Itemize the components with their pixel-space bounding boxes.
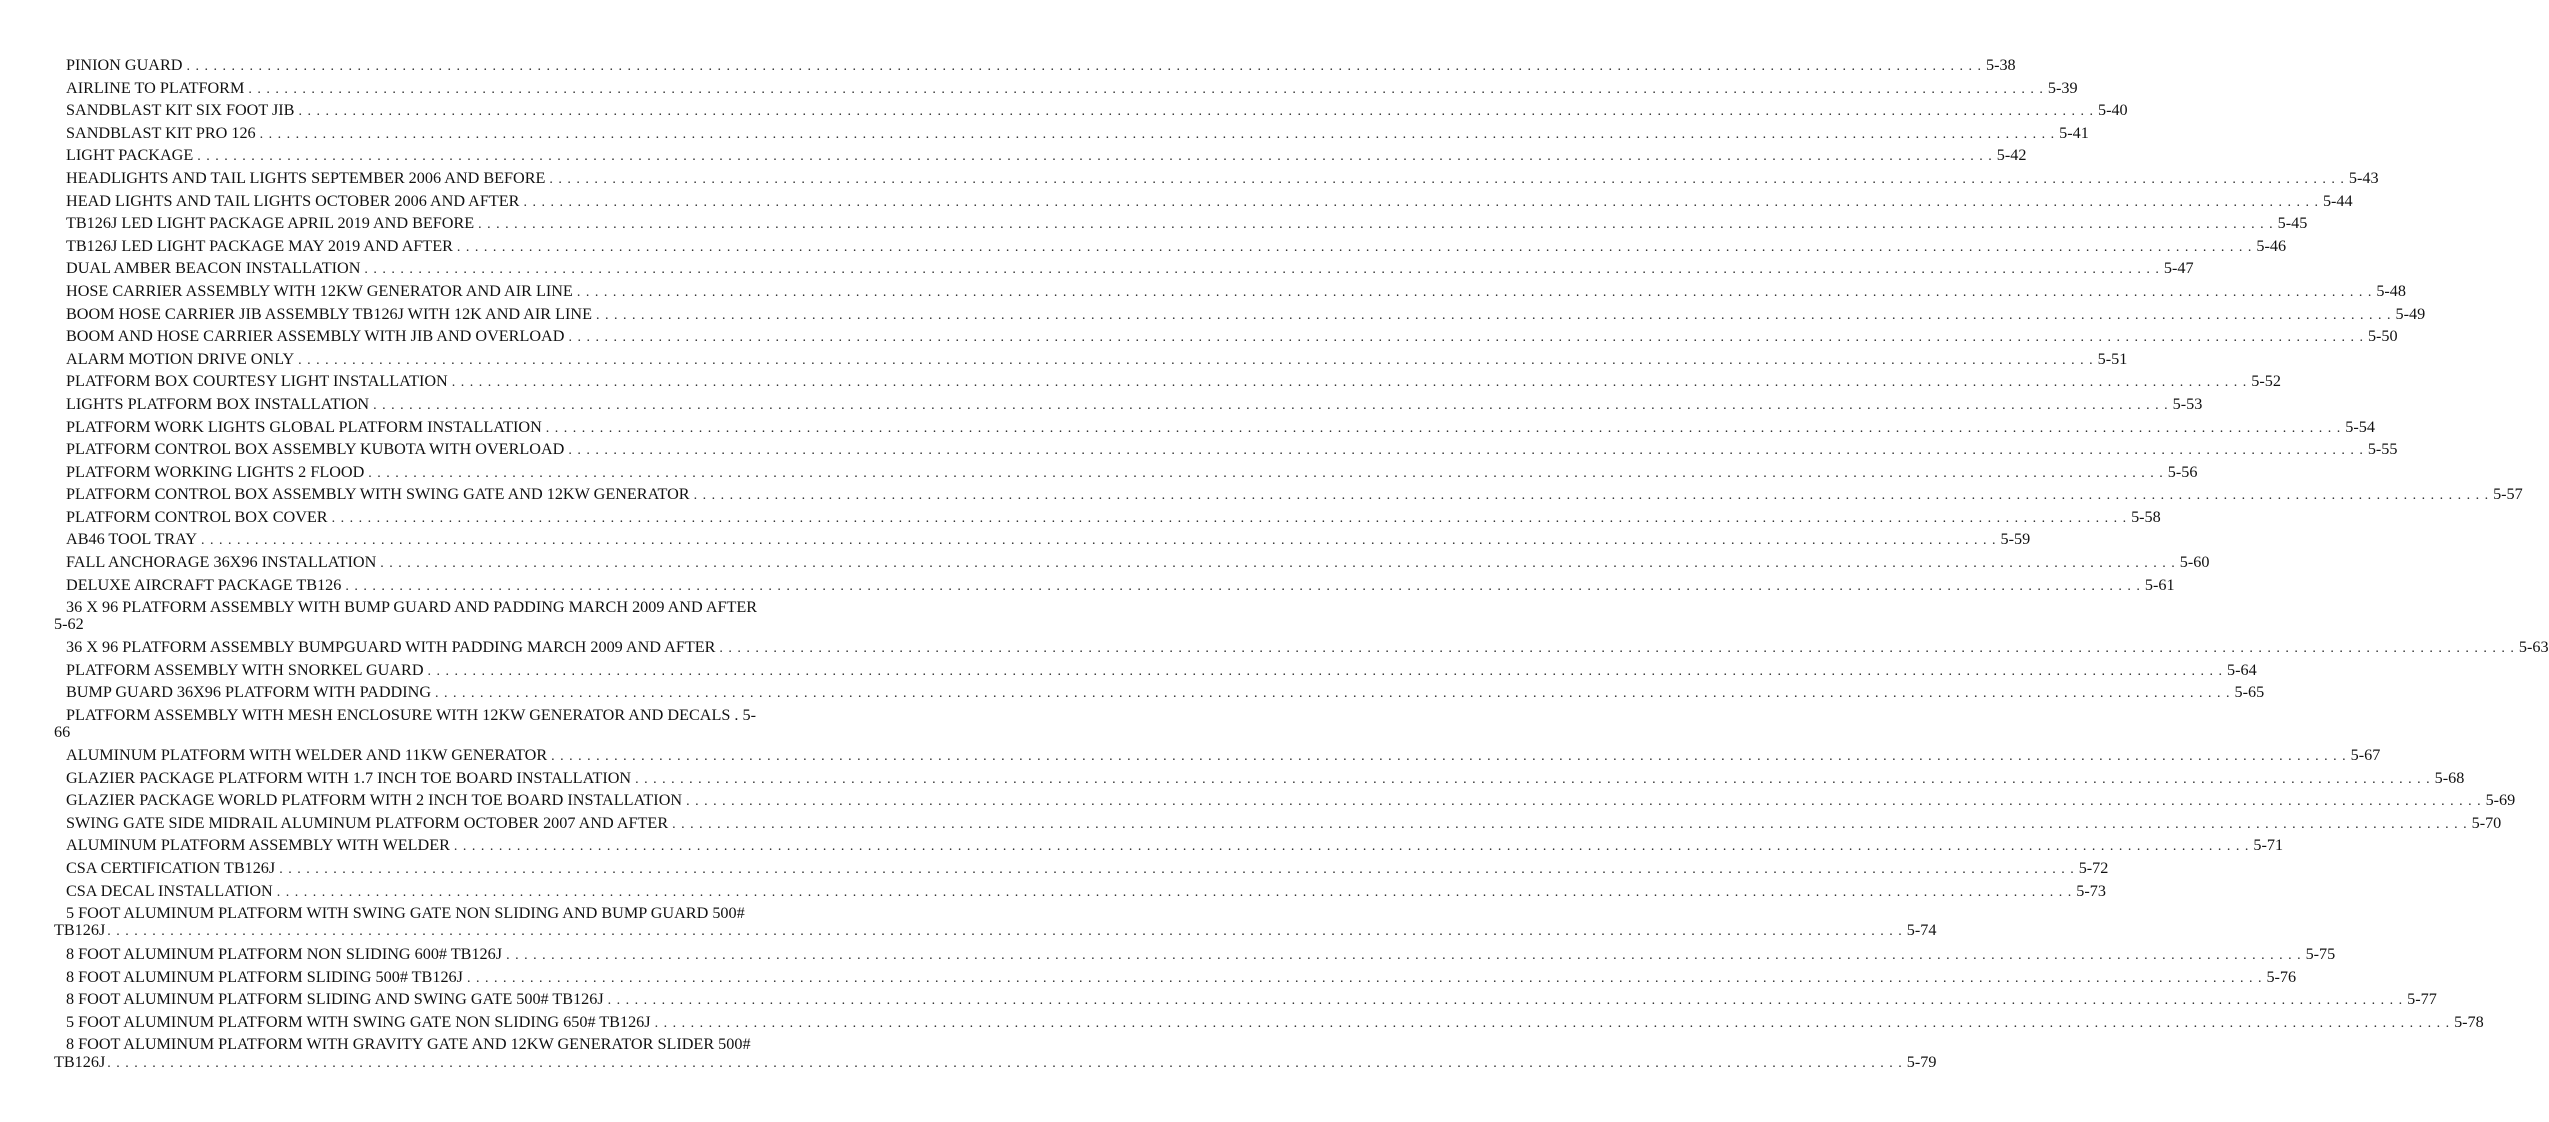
toc-entry-title: BOOM AND HOSE CARRIER ASSEMBLY WITH JIB AND OVERLOAD xyxy=(66,327,565,346)
toc-entry-title: CSA DECAL INSTALLATION xyxy=(66,881,273,900)
dot-leader: . . . . . . . . . . . . . . . . . . . . . . . . . . . . . . . . . . . . . . . . . . . . . . . . . . . . . . . . . . . . . . . . . . . . . . . . . . . . . . . . . . . . . . . . . . . . . . . . . . . . . . . . . . . . . . . . . . . . . . . . . . . . . . . . . . . . . . . . . . . . . . . . . . . . . . . . . . . . . . . . . . . . . . . . . . . . . . . . . . . . . . . . . . . . . . . . . . . . . . . . xyxy=(248,81,2044,97)
dot-leader: . . . . . . . . . . . . . . . . . . . . . . . . . . . . . . . . . . . . . . . . . . . . . . . . . . . . . . . . . . . . . . . . . . . . . . . . . . . . . . . . . . . . . . . . . . . . . . . . . . . . . . . . . . . . . . . . . . . . . . . . . . . . . . . . . . . . . . . . . . . . . . . . . . . . . . . . . . . . . . . . . . . . . . . . . . . . . . . . . . . . . . . . . . . . . . . . . . . . . . . . xyxy=(451,375,2248,391)
toc-entry[interactable] xyxy=(54,528,2031,551)
toc-page-number: 5-46 xyxy=(2256,236,2287,255)
dot-leader: . . . . . . . . . . . . . . . . . . . . . . . . . . . . . . . . . . . . . . . . . . . . . . . . . . . . . . . . . . . . . . . . . . . . . . . . . . . . . . . . . . . . . . . . . . . . . . . . . . . . . . . . . . . . . . . . . . . . . . . . . . . . . . . . . . . . . . . . . . . . . . . . . . . . . . . . . . . . . . . . . . . . . . . . . . . . . . . . . . . . . . . . . . . . . . . . . . . . . . . . xyxy=(435,686,2231,702)
toc-page-number-part: . 5- xyxy=(734,705,756,724)
toc-page-number: 5-55 xyxy=(2367,440,2398,459)
toc-page-number: 5-40 xyxy=(2097,101,2128,120)
toc-entry[interactable] xyxy=(54,190,2353,213)
toc-entry[interactable] xyxy=(54,325,2398,348)
toc-page-number: 5-72 xyxy=(2078,859,2109,877)
dot-leader: . . . . . . . . . . . . . . . . . . . . . . . . . . . . . . . . . . . . . . . . . . . . . . . . . . . . . . . . . . . . . . . . . . . . . . . . . . . . . . . . . . . . . . . . . . . . . . . . . . . . . . . . . . . . . . . . . . . . . . . . . . . . . . . . . . . . . . . . . . . . . . . . . . . . . . . . . . . . . . . . . . . . . . . . . . . . . . . . . . . . . . . . . . . . . . . . . . . . . . . . xyxy=(686,794,2482,810)
toc-entry-title: LIGHTS PLATFORM BOX INSTALLATION xyxy=(66,394,370,413)
dot-leader: . . . . . . . . . . . . . . . . . . . . . . . . . . . . . . . . . . . . . . . . . . . . . . . . . . . . . . . . . . . . . . . . . . . . . . . . . . . . . . . . . . . . . . . . . . . . . . . . . . . . . . . . . . . . . . . . . . . . . . . . . . . . . . . . . . . . . . . . . . . . . . . . . . . . . . . . . . . . . . . . . . . . . . . . . . . . . . . . . . . . . . . . . . . . . . . . . . . . . . . . xyxy=(654,1015,2451,1031)
toc-entry[interactable] xyxy=(54,280,2406,303)
toc-page-number: 5-74 xyxy=(1906,921,1937,940)
toc-entry[interactable] xyxy=(54,393,2203,416)
toc-page-number: 5-79 xyxy=(1906,1052,1937,1071)
toc-entry[interactable] xyxy=(54,966,2297,989)
dot-leader: . . . . . . . . . . . . . . . . . . . . . . . . . . . . . . . . . . . . . . . . . . . . . . . . . . . . . . . . . . . . . . . . . . . . . . . . . . . . . . . . . . . . . . . . . . . . . . . . . . . . . . . . . . . . . . . . . . . . . . . . . . . . . . . . . . . . . . . . . . . . . . . . . . . . . . . . . . . . . . . . . . . . . . . . . . . . . . . . . . . . . . . . . . . . . . . . . . . . . . . . xyxy=(345,578,2141,594)
toc-entry[interactable] xyxy=(54,574,2175,597)
toc-page-number: 5-38 xyxy=(1985,56,2016,74)
dot-leader: . . . . . . . . . . . . . . . . . . . . . . . . . . . . . . . . . . . . . . . . . . . . . . . . . . . . . . . . . . . . . . . . . . . . . . . . . . . . . . . . . . . . . . . . . . . . . . . . . . . . . . . . . . . . . . . . . . . . . . . . . . . . . . . . . . . . . . . . . . . . . . . . . . . . . . . . . . . . . . . . . . . . . . . . . . . . . . . . . . . . . . . . . . . . . . . . . . . . . . . . xyxy=(107,924,1903,940)
toc-page-number: 5-52 xyxy=(2251,372,2281,391)
dot-leader: . . . . . . . . . . . . . . . . . . . . . . . . . . . . . . . . . . . . . . . . . . . . . . . . . . . . . . . . . . . . . . . . . . . . . . . . . . . . . . . . . . . . . . . . . . . . . . . . . . . . . . . . . . . . . . . . . . . . . . . . . . . . . . . . . . . . . . . . . . . . . . . . . . . . . . . . . . . . . . . . . . . . . . . . . . . . . . . . . . . . . . . . . . . . . . . . . . . . . . . . xyxy=(551,749,2347,765)
toc-page-number: 5-45 xyxy=(2277,214,2308,233)
toc-entry-title: HOSE CARRIER ASSEMBLY WITH 12KW GENERATOR AND AIR LINE xyxy=(66,281,573,300)
toc-entry[interactable] xyxy=(54,943,2336,966)
toc-entry[interactable] xyxy=(54,704,812,744)
toc-entry-line xyxy=(54,921,1937,941)
toc-entry[interactable] xyxy=(54,744,2381,767)
toc-entry-title: TB126J LED LIGHT PACKAGE MAY 2019 AND AFTER xyxy=(66,236,453,255)
toc-entry-title: LIGHT PACKAGE xyxy=(66,146,194,165)
toc-page-number: 5-56 xyxy=(2167,462,2198,481)
toc-entry[interactable] xyxy=(54,77,2078,100)
toc-entry-title: 8 FOOT ALUMINUM PLATFORM SLIDING 500# TB126J xyxy=(66,967,463,986)
toc-entry-title: PLATFORM CONTROL BOX ASSEMBLY WITH SWING GATE AND 12KW GENERATOR xyxy=(66,485,690,504)
toc-entry-title: SWING GATE SIDE MIDRAIL ALUMINUM PLATFORM OCTOBER 2007 AND AFTER xyxy=(66,813,669,832)
toc-entry[interactable] xyxy=(54,1034,1937,1075)
toc-page-number: 5-47 xyxy=(2163,259,2194,278)
toc-entry-title: DELUXE AIRCRAFT PACKAGE TB126 xyxy=(66,575,342,594)
toc-page-number: 5-43 xyxy=(2348,168,2379,187)
toc-entry[interactable] xyxy=(54,789,2516,812)
toc-page-number: 5-76 xyxy=(2266,967,2297,986)
toc-entry[interactable] xyxy=(54,636,2549,659)
toc-entry-title: CSA CERTIFICATION TB126J xyxy=(66,859,276,877)
toc-entry-title: HEAD LIGHTS AND TAIL LIGHTS OCTOBER 2006 AND AFTER xyxy=(66,191,520,210)
toc-entry[interactable] xyxy=(54,483,2523,506)
toc-entry[interactable] xyxy=(54,99,2128,122)
toc-page-number: 5-41 xyxy=(2059,123,2089,142)
toc-entry-line xyxy=(54,1052,1937,1073)
toc-page-number: 5-44 xyxy=(2322,191,2353,210)
toc-page-number: 5-78 xyxy=(2454,1012,2484,1031)
toc-page-number: 5-67 xyxy=(2350,746,2381,765)
toc-page-number: 5-42 xyxy=(1996,146,2027,165)
toc-entry-title-cont: TB126J xyxy=(54,921,106,940)
toc-entry[interactable] xyxy=(54,902,1937,943)
toc-entry-title: BOOM HOSE CARRIER JIB ASSEMBLY TB126J WITH 12K AND AIR LINE xyxy=(66,304,593,323)
toc-page-number: 5-65 xyxy=(2234,683,2265,702)
dot-leader: . . . . . . . . . . . . . . . . . . . . . . . . . . . . . . . . . . . . . . . . . . . . . . . . . . . . . . . . . . . . . . . . . . . . . . . . . . . . . . . . . . . . . . . . . . . . . . . . . . . . . . . . . . . . . . . . . . . . . . . . . . . . . . . . . . . . . . . . . . . . . . . . . . . . . . . . . . . . . . . . . . . . . . . . . . . . . . . . . . . . . . . . . . . . . . . . . . . . . . . . xyxy=(373,397,2169,413)
dot-leader: . . . . . . . . . . . . . . . . . . . . . . . . . . . . . . . . . . . . . . . . . . . . . . . . . . . . . . . . . . . . . . . . . . . . . . . . . . . . . . . . . . . . . . . . . . . . . . . . . . . . . . . . . . . . . . . . . . . . . . . . . . . . . . . . . . . . . . . . . . . . . . . . . . . . . . . . . . . . . . . . . . . . . . . . . . . . . . . . . . . . . . . . . . . . . . . . . . . . . . . . xyxy=(107,1055,1903,1071)
toc-entry-title: ALUMINUM PLATFORM ASSEMBLY WITH WELDER xyxy=(66,836,450,855)
toc-entry-title: ALARM MOTION DRIVE ONLY xyxy=(66,349,295,368)
toc-entry[interactable] xyxy=(54,54,2016,77)
toc-page-number: 5-58 xyxy=(2131,507,2161,526)
dot-leader: . . . . . . . . . . . . . . . . . . . . . . . . . . . . . . . . . . . . . . . . . . . . . . . . . . . . . . . . . . . . . . . . . . . . . . . . . . . . . . . . . . . . . . . . . . . . . . . . . . . . . . . . . . . . . . . . . . . . . . . . . . . . . . . . . . . . . . . . . . . . . . . . . . . . . . . . . . . . . . . . . . . . . . . . . . . . . . . . . . . . . . . . . . . . . . . . . . . . . . . . xyxy=(568,443,2364,459)
toc-entry-title: 8 FOOT ALUMINUM PLATFORM SLIDING AND SWING GATE 500# TB126J xyxy=(66,990,604,1009)
toc-entry[interactable] xyxy=(54,681,2265,704)
toc-entry[interactable] xyxy=(54,1011,2484,1034)
toc-entry[interactable] xyxy=(54,659,2257,682)
toc-entry[interactable] xyxy=(54,596,812,636)
dot-leader: . . . . . . . . . . . . . . . . . . . . . . . . . . . . . . . . . . . . . . . . . . . . . . . . . . . . . . . . . . . . . . . . . . . . . . . . . . . . . . . . . . . . . . . . . . . . . . . . . . . . . . . . . . . . . . . . . . . . . . . . . . . . . . . . . . . . . . . . . . . . . . . . . . . . . . . . . . . . . . . . . . . . . . . . . . . . . . . . . . . . . . . . . . . . . . . . . . . . . . . . xyxy=(201,533,1997,549)
toc-entry[interactable] xyxy=(54,348,2128,371)
toc-page-number: 5-63 xyxy=(2518,638,2549,657)
toc-entry-title: FALL ANCHORAGE 36X96 INSTALLATION xyxy=(66,553,377,572)
toc-entry[interactable] xyxy=(54,370,2281,393)
dot-leader: . . . . . . . . . . . . . . . . . . . . . . . . . . . . . . . . . . . . . . . . . . . . . . . . . . . . . . . . . . . . . . . . . . . . . . . . . . . . . . . . . . . . . . . . . . . . . . . . . . . . . . . . . . . . . . . . . . . . . . . . . . . . . . . . . . . . . . . . . . . . . . . . . . . . . . . . . . . . . . . . . . . . . . . . . . . . . . . . . . . . . . . . . . . . . . . . . . . . . . . . xyxy=(427,663,2224,679)
dot-leader: . . . . . . . . . . . . . . . . . . . . . . . . . . . . . . . . . . . . . . . . . . . . . . . . . . . . . . . . . . . . . . . . . . . . . . . . . . . . . . . . . . . . . . . . . . . . . . . . . . . . . . . . . . . . . . . . . . . . . . . . . . . . . . . . . . . . . . . . . . . . . . . . . . . . . . . . . . . . . . . . . . . . . . . . . . . . . . . . . . . . . . . . . . . . . . . . . . . . . . . . xyxy=(549,171,2345,187)
toc-page-number: 5-57 xyxy=(2493,485,2523,504)
dot-leader: . . . . . . . . . . . . . . . . . . . . . . . . . . . . . . . . . . . . . . . . . . . . . . . . . . . . . . . . . . . . . . . . . . . . . . . . . . . . . . . . . . . . . . . . . . . . . . . . . . . . . . . . . . . . . . . . . . . . . . . . . . . . . . . . . . . . . . . . . . . . . . . . . . . . . . . . . . . . . . . . . . . . . . . . . . . . . . . . . . . . . . . . . . . . . . . . . . . . . . . . xyxy=(331,510,2128,526)
toc-page-number: 5-71 xyxy=(2253,836,2284,855)
dot-leader: . . . . . . . . . . . . . . . . . . . . . . . . . . . . . . . . . . . . . . . . . . . . . . . . . . . . . . . . . . . . . . . . . . . . . . . . . . . . . . . . . . . . . . . . . . . . . . . . . . . . . . . . . . . . . . . . . . . . . . . . . . . . . . . . . . . . . . . . . . . . . . . . . . . . . . . . . . . . . . . . . . . . . . . . . . . . . . . . . . . . . . . . . . . . . . . . . . . . . . . . xyxy=(478,217,2274,233)
dot-leader: . . . . . . . . . . . . . . . . . . . . . . . . . . . . . . . . . . . . . . . . . . . . . . . . . . . . . . . . . . . . . . . . . . . . . . . . . . . . . . . . . . . . . . . . . . . . . . . . . . . . . . . . . . . . . . . . . . . . . . . . . . . . . . . . . . . . . . . . . . . . . . . . . . . . . . . . . . . . . . . . . . . . . . . . . . . . . . . . . . . . . . . . . . . . . . . . . . . . . . . . xyxy=(568,330,2364,346)
table-of-contents xyxy=(54,54,2549,1075)
toc-page-number: 5-61 xyxy=(2144,575,2175,594)
toc-entry-title: PLATFORM ASSEMBLY WITH SNORKEL GUARD xyxy=(66,660,424,679)
toc-page-number: 5-48 xyxy=(2376,281,2406,300)
dot-leader: . . . . . . . . . . . . . . . . . . . . . . . . . . . . . . . . . . . . . . . . . . . . . . . . . . . . . . . . . . . . . . . . . . . . . . . . . . . . . . . . . . . . . . . . . . . . . . . . . . . . . . . . . . . . . . . . . . . . . . . . . . . . . . . . . . . . . . . . . . . . . . . . . . . . . . . . . . . . . . . . . . . . . . . . . . . . . . . . . . . . . . . . . . . . . . . . . . . . . . . . xyxy=(364,262,2160,278)
toc-entry[interactable] xyxy=(54,506,2161,529)
dot-leader: . . . . . . . . . . . . . . . . . . . . . . . . . . . . . . . . . . . . . . . . . . . . . . . . . . . . . . . . . . . . . . . . . . . . . . . . . . . . . . . . . . . . . . . . . . . . . . . . . . . . . . . . . . . . . . . . . . . . . . . . . . . . . . . . . . . . . . . . . . . . . . . . . . . . . . . . . . . . . . . . . . . . . . . . . . . . . . . . . . . . . . . . . . . . . . . . . . . . . . . . xyxy=(576,284,2373,300)
toc-entry-line xyxy=(54,707,812,725)
toc-entry[interactable] xyxy=(54,461,2198,484)
dot-leader: . . . . . . . . . . . . . . . . . . . . . . . . . . . . . . . . . . . . . . . . . . . . . . . . . . . . . . . . . . . . . . . . . . . . . . . . . . . . . . . . . . . . . . . . . . . . . . . . . . . . . . . . . . . . . . . . . . . . . . . . . . . . . . . . . . . . . . . . . . . . . . . . . . . . . . . . . . . . . . . . . . . . . . . . . . . . . . . . . . . . . . . . . . . . . . . . . . . . . . . . xyxy=(607,993,2404,1009)
toc-page-number: 5-54 xyxy=(2345,417,2375,436)
toc-entry[interactable] xyxy=(54,880,2106,903)
toc-entry-title: SANDBLAST KIT SIX FOOT JIB xyxy=(66,101,295,120)
toc-page-number: 5-49 xyxy=(2395,304,2426,323)
toc-entry-title: GLAZIER PACKAGE WORLD PLATFORM WITH 2 INCH TOE BOARD INSTALLATION xyxy=(66,791,683,810)
toc-entry-title: AB46 TOOL TRAY xyxy=(66,530,198,549)
toc-entry[interactable] xyxy=(54,812,2502,835)
toc-page-number-part: 66 xyxy=(54,723,71,742)
toc-page-number: 5-50 xyxy=(2367,327,2398,346)
dot-leader: . . . . . . . . . . . . . . . . . . . . . . . . . . . . . . . . . . . . . . . . . . . . . . . . . . . . . . . . . . . . . . . . . . . . . . . . . . . . . . . . . . . . . . . . . . . . . . . . . . . . . . . . . . . . . . . . . . . . . . . . . . . . . . . . . . . . . . . . . . . . . . . . . . . . . . . . . . . . . . . . . . . . . . . . . . . . . . . . . . . . . . . . . . . . . . . . . . . . . . . . xyxy=(596,307,2392,323)
toc-page-number: 5-75 xyxy=(2305,945,2336,964)
toc-page-number: 5-64 xyxy=(2227,660,2257,679)
toc-entry[interactable] xyxy=(54,303,2426,326)
toc-entry-title: 36 X 96 PLATFORM ASSEMBLY BUMPGUARD WITH PADDING MARCH 2009 AND AFTER xyxy=(66,638,716,657)
toc-entry[interactable] xyxy=(54,857,2109,880)
dot-leader: . . . . . . . . . . . . . . . . . . . . . . . . . . . . . . . . . . . . . . . . . . . . . . . . . . . . . . . . . . . . . . . . . . . . . . . . . . . . . . . . . . . . . . . . . . . . . . . . . . . . . . . . . . . . . . . . . . . . . . . . . . . . . . . . . . . . . . . . . . . . . . . . . . . . . . . . . . . . . . . . . . . . . . . . . . . . . . . . . . . . . . . . . . . . . . . . . . . . . . . . xyxy=(259,126,2056,142)
toc-entry-title: BUMP GUARD 36X96 PLATFORM WITH PADDING xyxy=(66,683,432,702)
dot-leader: . . . . . . . . . . . . . . . . . . . . . . . . . . . . . . . . . . . . . . . . . . . . . . . . . . . . . . . . . . . . . . . . . . . . . . . . . . . . . . . . . . . . . . . . . . . . . . . . . . . . . . . . . . . . . . . . . . . . . . . . . . . . . . . . . . . . . . . . . . . . . . . . . . . . . . . . . . . . . . . . . . . . . . . . . . . . . . . . . . . . . . . . . . . . . . . . . . . . . . . . xyxy=(456,239,2253,255)
dot-leader: . . . . . . . . . . . . . . . . . . . . . . . . . . . . . . . . . . . . . . . . . . . . . . . . . . . . . . . . . . . . . . . . . . . . . . . . . . . . . . . . . . . . . . . . . . . . . . . . . . . . . . . . . . . . . . . . . . . . . . . . . . . . . . . . . . . . . . . . . . . . . . . . . . . . . . . . . . . . . . . . . . . . . . . . . . . . . . . . . . . . . . . . . . . . . . . . . . . . . . . . xyxy=(186,59,1982,74)
dot-leader: . . . . . . . . . . . . . . . . . . . . . . . . . . . . . . . . . . . . . . . . . . . . . . . . . . . . . . . . . . . . . . . . . . . . . . . . . . . . . . . . . . . . . . . . . . . . . . . . . . . . . . . . . . . . . . . . . . . . . . . . . . . . . . . . . . . . . . . . . . . . . . . . . . . . . . . . . . . . . . . . . . . . . . . . . . . . . . . . . . . . . . . . . . . . . . . . . . . . . . . . xyxy=(368,465,2164,481)
dot-leader: . . . . . . . . . . . . . . . . . . . . . . . . . . . . . . . . . . . . . . . . . . . . . . . . . . . . . . . . . . . . . . . . . . . . . . . . . . . . . . . . . . . . . . . . . . . . . . . . . . . . . . . . . . . . . . . . . . . . . . . . . . . . . . . . . . . . . . . . . . . . . . . . . . . . . . . . . . . . . . . . . . . . . . . . . . . . . . . . . . . . . . . . . . . . . . . . . . . . . . . . xyxy=(466,970,2263,986)
dot-leader: . . . . . . . . . . . . . . . . . . . . . . . . . . . . . . . . . . . . . . . . . . . . . . . . . . . . . . . . . . . . . . . . . . . . . . . . . . . . . . . . . . . . . . . . . . . . . . . . . . . . . . . . . . . . . . . . . . . . . . . . . . . . . . . . . . . . . . . . . . . . . . . . . . . . . . . . . . . . . . . . . . . . . . . . . . . . . . . . . . . . . . . . . . . . . . . . . . . . . . . . xyxy=(279,862,2075,877)
toc-page-number: 5-59 xyxy=(2000,530,2031,549)
toc-entry-title: 5 FOOT ALUMINUM PLATFORM WITH SWING GATE NON SLIDING 650# TB126J xyxy=(66,1012,651,1031)
toc-entry-title: 8 FOOT ALUMINUM PLATFORM NON SLIDING 600# TB126J xyxy=(66,945,503,964)
dot-leader: . . . . . . . . . . . . . . . . . . . . . . . . . . . . . . . . . . . . . . . . . . . . . . . . . . . . . . . . . . . . . . . . . . . . . . . . . . . . . . . . . . . . . . . . . . . . . . . . . . . . . . . . . . . . . . . . . . . . . . . . . . . . . . . . . . . . . . . . . . . . . . . . . . . . . . . . . . . . . . . . . . . . . . . . . . . . . . . . . . . . . . . . . . . . . . . . . . . . . . . . xyxy=(453,839,2250,855)
toc-entry-title: PLATFORM CONTROL BOX ASSEMBLY KUBOTA WITH OVERLOAD xyxy=(66,440,565,459)
dot-leader: . . . . . . . . . . . . . . . . . . . . . . . . . . . . . . . . . . . . . . . . . . . . . . . . . . . . . . . . . . . . . . . . . . . . . . . . . . . . . . . . . . . . . . . . . . . . . . . . . . . . . . . . . . . . . . . . . . . . . . . . . . . . . . . . . . . . . . . . . . . . . . . . . . . . . . . . . . . . . . . . . . . . . . . . . . . . . . . . . . . . . . . . . . . . . . . . . . . . . . . . xyxy=(693,488,2490,504)
toc-entry[interactable] xyxy=(54,167,2379,190)
toc-entry[interactable] xyxy=(54,416,2375,439)
toc-page-number: 5-60 xyxy=(2179,553,2210,572)
dot-leader: . . . . . . . . . . . . . . . . . . . . . . . . . . . . . . . . . . . . . . . . . . . . . . . . . . . . . . . . . . . . . . . . . . . . . . . . . . . . . . . . . . . . . . . . . . . . . . . . . . . . . . . . . . . . . . . . . . . . . . . . . . . . . . . . . . . . . . . . . . . . . . . . . . . . . . . . . . . . . . . . . . . . . . . . . . . . . . . . . . . . . . . . . . . . . . . . . . . . . . . . xyxy=(298,352,2094,368)
toc-page-number: 5-51 xyxy=(2097,349,2128,368)
toc-entry-title: AIRLINE TO PLATFORM xyxy=(66,78,245,97)
dot-leader: . . . . . . . . . . . . . . . . . . . . . . . . . . . . . . . . . . . . . . . . . . . . . . . . . . . . . . . . . . . . . . . . . . . . . . . . . . . . . . . . . . . . . . . . . . . . . . . . . . . . . . . . . . . . . . . . . . . . . . . . . . . . . . . . . . . . . . . . . . . . . . . . . . . . . . . . . . . . . . . . . . . . . . . . . . . . . . . . . . . . . . . . . . . . . . . . . . . . . . . . xyxy=(672,816,2468,832)
toc-page-number: 5-77 xyxy=(2407,990,2437,1009)
toc-entry[interactable] xyxy=(54,212,2308,235)
toc-page-number: 5-62 xyxy=(54,615,84,634)
dot-leader: . . . . . . . . . . . . . . . . . . . . . . . . . . . . . . . . . . . . . . . . . . . . . . . . . . . . . . . . . . . . . . . . . . . . . . . . . . . . . . . . . . . . . . . . . . . . . . . . . . . . . . . . . . . . . . . . . . . . . . . . . . . . . . . . . . . . . . . . . . . . . . . . . . . . . . . . . . . . . . . . . . . . . . . . . . . . . . . . . . . . . . . . . . . . . . . . . . . . . . . . xyxy=(545,420,2342,436)
dot-leader: . . . . . . . . . . . . . . . . . . . . . . . . . . . . . . . . . . . . . . . . . . . . . . . . . . . . . . . . . . . . . . . . . . . . . . . . . . . . . . . . . . . . . . . . . . . . . . . . . . . . . . . . . . . . . . . . . . . . . . . . . . . . . . . . . . . . . . . . . . . . . . . . . . . . . . . . . . . . . . . . . . . . . . . . . . . . . . . . . . . . . . . . . . . . . . . . . . . . . . . . xyxy=(197,149,1993,165)
toc-page-number: 5-68 xyxy=(2434,768,2465,787)
dot-leader: . . . . . . . . . . . . . . . . . . . . . . . . . . . . . . . . . . . . . . . . . . . . . . . . . . . . . . . . . . . . . . . . . . . . . . . . . . . . . . . . . . . . . . . . . . . . . . . . . . . . . . . . . . . . . . . . . . . . . . . . . . . . . . . . . . . . . . . . . . . . . . . . . . . . . . . . . . . . . . . . . . . . . . . . . . . . . . . . . . . . . . . . . . . . . . . . . . . . . . . . xyxy=(380,556,2176,572)
toc-page-number: 5-73 xyxy=(2076,881,2106,900)
toc-entry[interactable] xyxy=(54,122,2089,145)
toc-entry[interactable] xyxy=(54,767,2465,790)
toc-entry-title: 5 FOOT ALUMINUM PLATFORM WITH SWING GATE NON SLIDING AND BUMP GUARD 500# xyxy=(66,903,745,922)
toc-entry[interactable] xyxy=(54,988,2437,1011)
toc-entry[interactable] xyxy=(54,257,2194,280)
toc-entry-title: ALUMINUM PLATFORM WITH WELDER AND 11KW GENERATOR xyxy=(66,746,548,765)
toc-entry-title: HEADLIGHTS AND TAIL LIGHTS SEPTEMBER 2006 AND BEFORE xyxy=(66,168,546,187)
toc-entry-title: GLAZIER PACKAGE PLATFORM WITH 1.7 INCH TOE BOARD INSTALLATION xyxy=(66,768,632,787)
dot-leader: . . . . . . . . . . . . . . . . . . . . . . . . . . . . . . . . . . . . . . . . . . . . . . . . . . . . . . . . . . . . . . . . . . . . . . . . . . . . . . . . . . . . . . . . . . . . . . . . . . . . . . . . . . . . . . . . . . . . . . . . . . . . . . . . . . . . . . . . . . . . . . . . . . . . . . . . . . . . . . . . . . . . . . . . . . . . . . . . . . . . . . . . . . . . . . . . . . . . . . . . xyxy=(298,104,2094,120)
dot-leader: . . . . . . . . . . . . . . . . . . . . . . . . . . . . . . . . . . . . . . . . . . . . . . . . . . . . . . . . . . . . . . . . . . . . . . . . . . . . . . . . . . . . . . . . . . . . . . . . . . . . . . . . . . . . . . . . . . . . . . . . . . . . . . . . . . . . . . . . . . . . . . . . . . . . . . . . . . . . . . . . . . . . . . . . . . . . . . . . . . . . . . . . . . . . . . . . . . . . . . . . xyxy=(523,194,2319,210)
toc-entry-title: PLATFORM ASSEMBLY WITH MESH ENCLOSURE WITH 12KW GENERATOR AND DECALS xyxy=(66,705,731,724)
toc-entry-title: 36 X 96 PLATFORM ASSEMBLY WITH BUMP GUARD AND PADDING MARCH 2009 AND AFTER xyxy=(66,597,758,616)
toc-entry-title: SANDBLAST KIT PRO 126 xyxy=(66,123,256,142)
toc-entry[interactable] xyxy=(54,551,2210,574)
toc-page-number: 5-39 xyxy=(2047,78,2078,97)
toc-entry-title: PLATFORM WORKING LIGHTS 2 FLOOD xyxy=(66,462,365,481)
toc-entry-title: 8 FOOT ALUMINUM PLATFORM WITH GRAVITY GATE AND 12KW GENERATOR SLIDER 500# xyxy=(66,1035,751,1054)
toc-entry-title: DUAL AMBER BEACON INSTALLATION xyxy=(66,259,361,278)
toc-entry-title: PLATFORM WORK LIGHTS GLOBAL PLATFORM INSTALLATION xyxy=(66,417,542,436)
toc-entry[interactable] xyxy=(54,834,2284,857)
toc-page-number: 5-53 xyxy=(2172,394,2203,413)
toc-entry-title: PLATFORM BOX COURTESY LIGHT INSTALLATION xyxy=(66,372,448,391)
dot-leader: . . . . . . . . . . . . . . . . . . . . . . . . . . . . . . . . . . . . . . . . . . . . . . . . . . . . . . . . . . . . . . . . . . . . . . . . . . . . . . . . . . . . . . . . . . . . . . . . . . . . . . . . . . . . . . . . . . . . . . . . . . . . . . . . . . . . . . . . . . . . . . . . . . . . . . . . . . . . . . . . . . . . . . . . . . . . . . . . . . . . . . . . . . . . . . . . . . . . . . . . xyxy=(506,948,2302,964)
toc-entry-title-cont: TB126J xyxy=(54,1052,106,1071)
toc-entry[interactable] xyxy=(54,438,2398,461)
toc-entry-title: TB126J LED LIGHT PACKAGE APRIL 2019 AND BEFORE xyxy=(66,214,475,233)
toc-entry[interactable] xyxy=(54,144,2027,167)
toc-page-number: 5-70 xyxy=(2471,813,2502,832)
toc-entry-title: PINION GUARD xyxy=(66,56,183,74)
dot-leader: . . . . . . . . . . . . . . . . . . . . . . . . . . . . . . . . . . . . . . . . . . . . . . . . . . . . . . . . . . . . . . . . . . . . . . . . . . . . . . . . . . . . . . . . . . . . . . . . . . . . . . . . . . . . . . . . . . . . . . . . . . . . . . . . . . . . . . . . . . . . . . . . . . . . . . . . . . . . . . . . . . . . . . . . . . . . . . . . . . . . . . . . . . . . . . . . . . . . . . . . xyxy=(719,641,2515,657)
toc-entry[interactable] xyxy=(54,235,2287,258)
dot-leader: . . . . . . . . . . . . . . . . . . . . . . . . . . . . . . . . . . . . . . . . . . . . . . . . . . . . . . . . . . . . . . . . . . . . . . . . . . . . . . . . . . . . . . . . . . . . . . . . . . . . . . . . . . . . . . . . . . . . . . . . . . . . . . . . . . . . . . . . . . . . . . . . . . . . . . . . . . . . . . . . . . . . . . . . . . . . . . . . . . . . . . . . . . . . . . . . . . . . . . . . xyxy=(635,771,2431,787)
toc-entry-title: PLATFORM CONTROL BOX COVER xyxy=(66,507,328,526)
toc-page-number: 5-69 xyxy=(2485,791,2516,810)
dot-leader: . . . . . . . . . . . . . . . . . . . . . . . . . . . . . . . . . . . . . . . . . . . . . . . . . . . . . . . . . . . . . . . . . . . . . . . . . . . . . . . . . . . . . . . . . . . . . . . . . . . . . . . . . . . . . . . . . . . . . . . . . . . . . . . . . . . . . . . . . . . . . . . . . . . . . . . . . . . . . . . . . . . . . . . . . . . . . . . . . . . . . . . . . . . . . . . . . . . . . . . . xyxy=(276,884,2073,900)
